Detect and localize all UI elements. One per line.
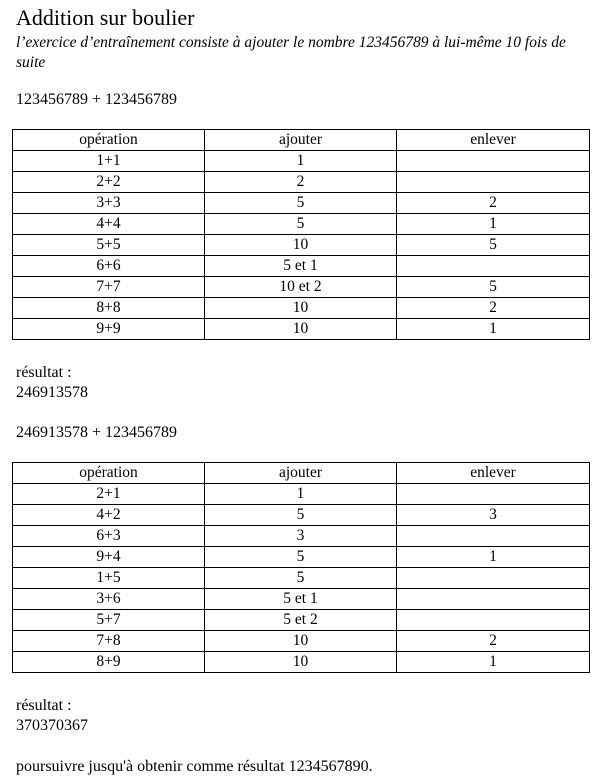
cell-operation: 6+6 xyxy=(13,256,205,277)
cell-ajouter: 10 xyxy=(205,298,397,319)
cell-operation: 8+9 xyxy=(13,652,205,673)
cell-ajouter: 5 xyxy=(205,193,397,214)
table-row xyxy=(13,610,590,631)
cell-operation: 7+7 xyxy=(13,277,205,298)
cell-enlever xyxy=(397,484,590,505)
table-row xyxy=(13,505,590,526)
cell-enlever: 2 xyxy=(397,298,590,319)
table-row xyxy=(13,214,590,235)
table-header-row xyxy=(13,463,590,484)
table-row xyxy=(13,319,590,340)
cell-enlever: 1 xyxy=(397,319,590,340)
table-row xyxy=(13,256,590,277)
header-enlever: enlever xyxy=(397,463,590,484)
table-row xyxy=(13,589,590,610)
cell-ajouter: 1 xyxy=(205,484,397,505)
cell-ajouter: 5 xyxy=(205,214,397,235)
cell-enlever: 5 xyxy=(397,235,590,256)
page-subtitle: l’exercice d’entraînement consiste à ajouter le nombre 123456789 à lui-même 10 fois de suite xyxy=(16,34,566,71)
expression-1: 123456789 + 123456789 xyxy=(16,91,178,108)
cell-ajouter: 2 xyxy=(205,172,397,193)
cell-enlever xyxy=(397,568,590,589)
table-row xyxy=(13,151,590,172)
cell-operation: 2+1 xyxy=(13,484,205,505)
result-label-1: résultat : xyxy=(16,364,72,381)
page-title: Addition sur boulier xyxy=(16,5,195,30)
cell-operation: 6+3 xyxy=(13,526,205,547)
cell-operation: 1+5 xyxy=(13,568,205,589)
cell-enlever: 1 xyxy=(397,547,590,568)
table-row xyxy=(13,652,590,673)
cell-operation: 5+5 xyxy=(13,235,205,256)
table-row xyxy=(13,484,590,505)
table-row xyxy=(13,172,590,193)
cell-operation: 9+9 xyxy=(13,319,205,340)
table-row xyxy=(13,568,590,589)
table-row xyxy=(13,235,590,256)
cell-operation: 3+3 xyxy=(13,193,205,214)
cell-operation: 7+8 xyxy=(13,631,205,652)
cell-ajouter: 5 xyxy=(205,568,397,589)
cell-enlever xyxy=(397,256,590,277)
cell-operation: 8+8 xyxy=(13,298,205,319)
table-row xyxy=(13,631,590,652)
result-label-2: résultat : xyxy=(16,697,72,714)
cell-enlever: 5 xyxy=(397,277,590,298)
cell-ajouter: 5 et 1 xyxy=(205,589,397,610)
header-enlever: enlever xyxy=(397,130,590,151)
header-ajouter: ajouter xyxy=(205,130,397,151)
table-row xyxy=(13,277,590,298)
header-operation: opération xyxy=(13,463,205,484)
expression-2: 246913578 + 123456789 xyxy=(16,424,178,441)
footer-instruction: poursuivre jusqu'à obtenir comme résultat 1234567890. xyxy=(16,758,373,775)
cell-operation: 5+7 xyxy=(13,610,205,631)
operations-table-1 xyxy=(12,129,590,340)
cell-enlever: 1 xyxy=(397,652,590,673)
result-value-2: 370370367 xyxy=(16,717,88,734)
cell-enlever: 1 xyxy=(397,214,590,235)
cell-ajouter: 5 et 2 xyxy=(205,610,397,631)
cell-enlever xyxy=(397,589,590,610)
table-row xyxy=(13,547,590,568)
cell-ajouter: 3 xyxy=(205,526,397,547)
table-row xyxy=(13,526,590,547)
cell-enlever xyxy=(397,172,590,193)
cell-enlever: 2 xyxy=(397,193,590,214)
cell-operation: 3+6 xyxy=(13,589,205,610)
cell-operation: 1+1 xyxy=(13,151,205,172)
result-value-1: 246913578 xyxy=(16,384,88,401)
cell-enlever xyxy=(397,610,590,631)
cell-operation: 4+4 xyxy=(13,214,205,235)
cell-enlever xyxy=(397,526,590,547)
cell-enlever: 2 xyxy=(397,631,590,652)
header-operation: opération xyxy=(13,130,205,151)
cell-ajouter: 10 et 2 xyxy=(205,277,397,298)
cell-ajouter: 5 xyxy=(205,547,397,568)
cell-ajouter: 10 xyxy=(205,235,397,256)
cell-operation: 4+2 xyxy=(13,505,205,526)
cell-ajouter: 10 xyxy=(205,631,397,652)
table-row xyxy=(13,298,590,319)
cell-operation: 9+4 xyxy=(13,547,205,568)
cell-ajouter: 1 xyxy=(205,151,397,172)
cell-ajouter: 5 et 1 xyxy=(205,256,397,277)
header-ajouter: ajouter xyxy=(205,463,397,484)
cell-enlever xyxy=(397,151,590,172)
cell-ajouter: 10 xyxy=(205,652,397,673)
table-header-row xyxy=(13,130,590,151)
cell-operation: 2+2 xyxy=(13,172,205,193)
cell-ajouter: 5 xyxy=(205,505,397,526)
cell-ajouter: 10 xyxy=(205,319,397,340)
cell-enlever: 3 xyxy=(397,505,590,526)
operations-table-2 xyxy=(12,462,590,673)
table-row xyxy=(13,193,590,214)
